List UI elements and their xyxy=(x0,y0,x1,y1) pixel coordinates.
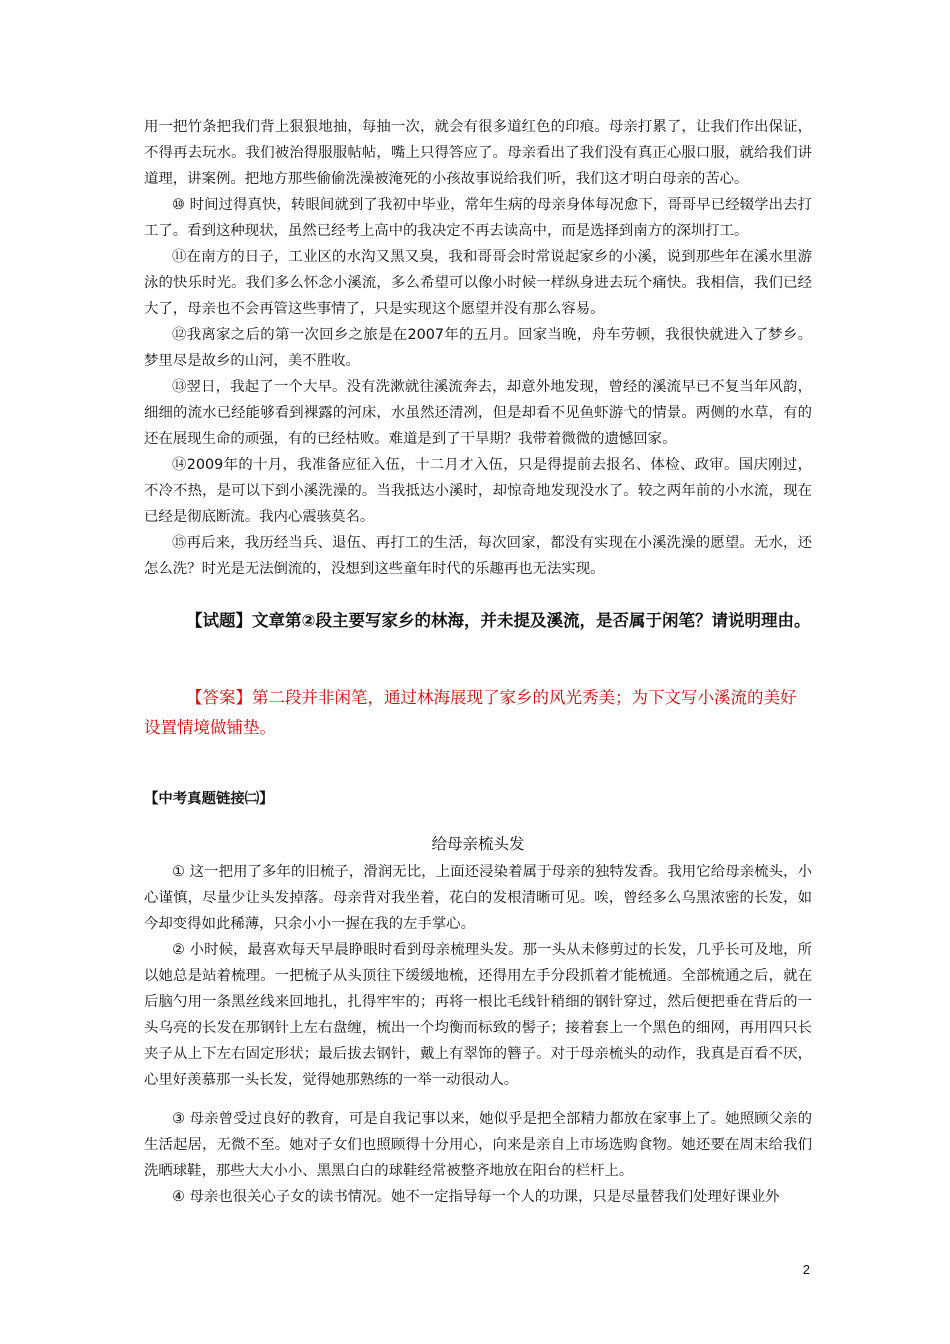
story-paragraph-3: ③ 母亲曾受过良好的教育，可是自我记事以来，她似乎是把全部精力都放在家事上了。她照顾父亲的生活起居，无微不至。她对子女们也照顾得十分用心，向来是亲自上市场选购食物。她还要在周末给我们洗晒球鞋，那些大大小小、黑黑白白的球鞋经常被整齐地放在阳台的栏杆上。 xyxy=(144,1111,812,1179)
answer-block xyxy=(144,683,812,743)
story-title: 给母亲梳头发 xyxy=(431,835,525,853)
paragraph-15: ⑮再后来，我历经当兵、退伍、再打工的生活，每次回家，都没有实现在小溪洗澡的愿望。无水，还怎么洗？时光是无法倒流的，没想到这些童年时代的乐趣再也无法实现。 xyxy=(144,535,812,577)
story-body-1 xyxy=(144,859,812,1093)
story-paragraph-1: ① 这一把用了多年的旧梳子，滑润无比，上面还浸染着属于母亲的独特发香。我用它给母亲梳头，小心谨慎，尽量少让头发掉落。母亲背对我坐着，花白的发根清晰可见。唉，曾经多么乌黑浓密的长发，如今却变得如此稀薄，只余小小一握在我的左手掌心。 xyxy=(144,864,812,932)
paragraph-11: ⑪在南方的日子，工业区的水沟又黑又臭，我和哥哥会时常说起家乡的小溪，说到那些年在溪水里游泳的快乐时光。我们多么怀念小溪流，多么希望可以像小时候一样纵身进去玩个痛快。我相信，我们已经大了，母亲也不会再管这些事情了，只是实现这个愿望并没有那么容易。 xyxy=(144,249,812,317)
paragraph-12: ⑫我离家之后的第一次回乡之旅是在2007年的五月。回家当晚，舟车劳顿，我很快就进入了梦乡。梦里尽是故乡的山河，美不胜收。 xyxy=(144,327,812,369)
paragraph-13: ⑬翌日，我起了一个大早。没有洗漱就往溪流奔去，却意外地发现，曾经的溪流早已不复当年风韵，细细的流水已经能够看到裸露的河床，水虽然还清冽，但是却看不见鱼虾游弋的情景。两侧的水草，有的还在展现生命的顽强，有的已经枯败。难道是到了干旱期？我带着微微的遗憾回家。 xyxy=(144,379,812,447)
story-paragraph-2: ② 小时候，最喜欢每天早晨睁眼时看到母亲梳理头发。那一头从未修剪过的长发，几乎长可及地，所以她总是站着梳理。一把梳子从头顶往下缓缓地梳，还得用左手分段抓着才能梳通。全部梳通之后，就在后脑勺用一条黑丝线来回地扎，扎得牢牢的；再将一根比毛线针稍细的钢针穿过，然后便把垂在背后的一头乌亮的长发在那钢针上左右盘缠，梳出一个均衡而标致的髻子；接着套上一个黑色的细网，再用四只长夹子从上下左右固定形状；最后拔去钢针，戴上有翠饰的簪子。对于母亲梳头的动作，我真是百看不厌，心里好羡慕那一头长发，觉得她那熟练的一举一动很动人。 xyxy=(144,942,812,1088)
page-number: 2 xyxy=(802,1262,810,1277)
question-text: 【试题】文章第②段主要写家乡的林海，并未提及溪流，是否属于闲笔？请说明理由。 xyxy=(186,611,811,630)
paragraph-10: ⑩ 时间过得真快，转眼间就到了我初中毕业，常年生病的母亲身体每况愈下，哥哥早已经辍学出去打工了。看到这种现状，虽然已经考上高中的我决定不再去读高中，而是选择到南方的深圳打工。 xyxy=(144,197,812,239)
paragraph-9-tail: 用一把竹条把我们背上狠狠地抽，每抽一次，就会有很多道红色的印痕。母亲打累了，让我们作出保证，不得再去玩水。我们被治得服服帖帖，嘴上只得答应了。母亲看出了我们没有真正心服口服，就给我们讲道理，讲案例。把地方那些偷偷洗澡被淹死的小孩故事说给我们听，我们这才明白母亲的苦心。 xyxy=(144,119,812,187)
answer-text: 【答案】第二段并非闲笔，通过林海展现了家乡的风光秀美；为下文写小溪流的美好设置情境做铺垫。 xyxy=(144,688,797,737)
paragraph-14: ⑭2009年的十月，我准备应征入伍，十二月才入伍，只是得提前去报名、体检、政审。国庆刚过，不冷不热，是可以下到小溪洗澡的。当我抵达小溪时，却惊奇地发现没水了。较之两年前的小水流，现在已经是彻底断流。我内心震骇莫名。 xyxy=(144,457,812,525)
question-block xyxy=(144,606,812,636)
article-continuation xyxy=(144,114,812,582)
section-heading: 【中考真题链接㈡】 xyxy=(144,791,274,807)
story-paragraph-4: ④ 母亲也很关心子女的读书情况。她不一定指导每一个人的功课，只是尽量替我们处理好课业外 xyxy=(172,1189,780,1205)
story-body-2 xyxy=(144,1106,812,1210)
